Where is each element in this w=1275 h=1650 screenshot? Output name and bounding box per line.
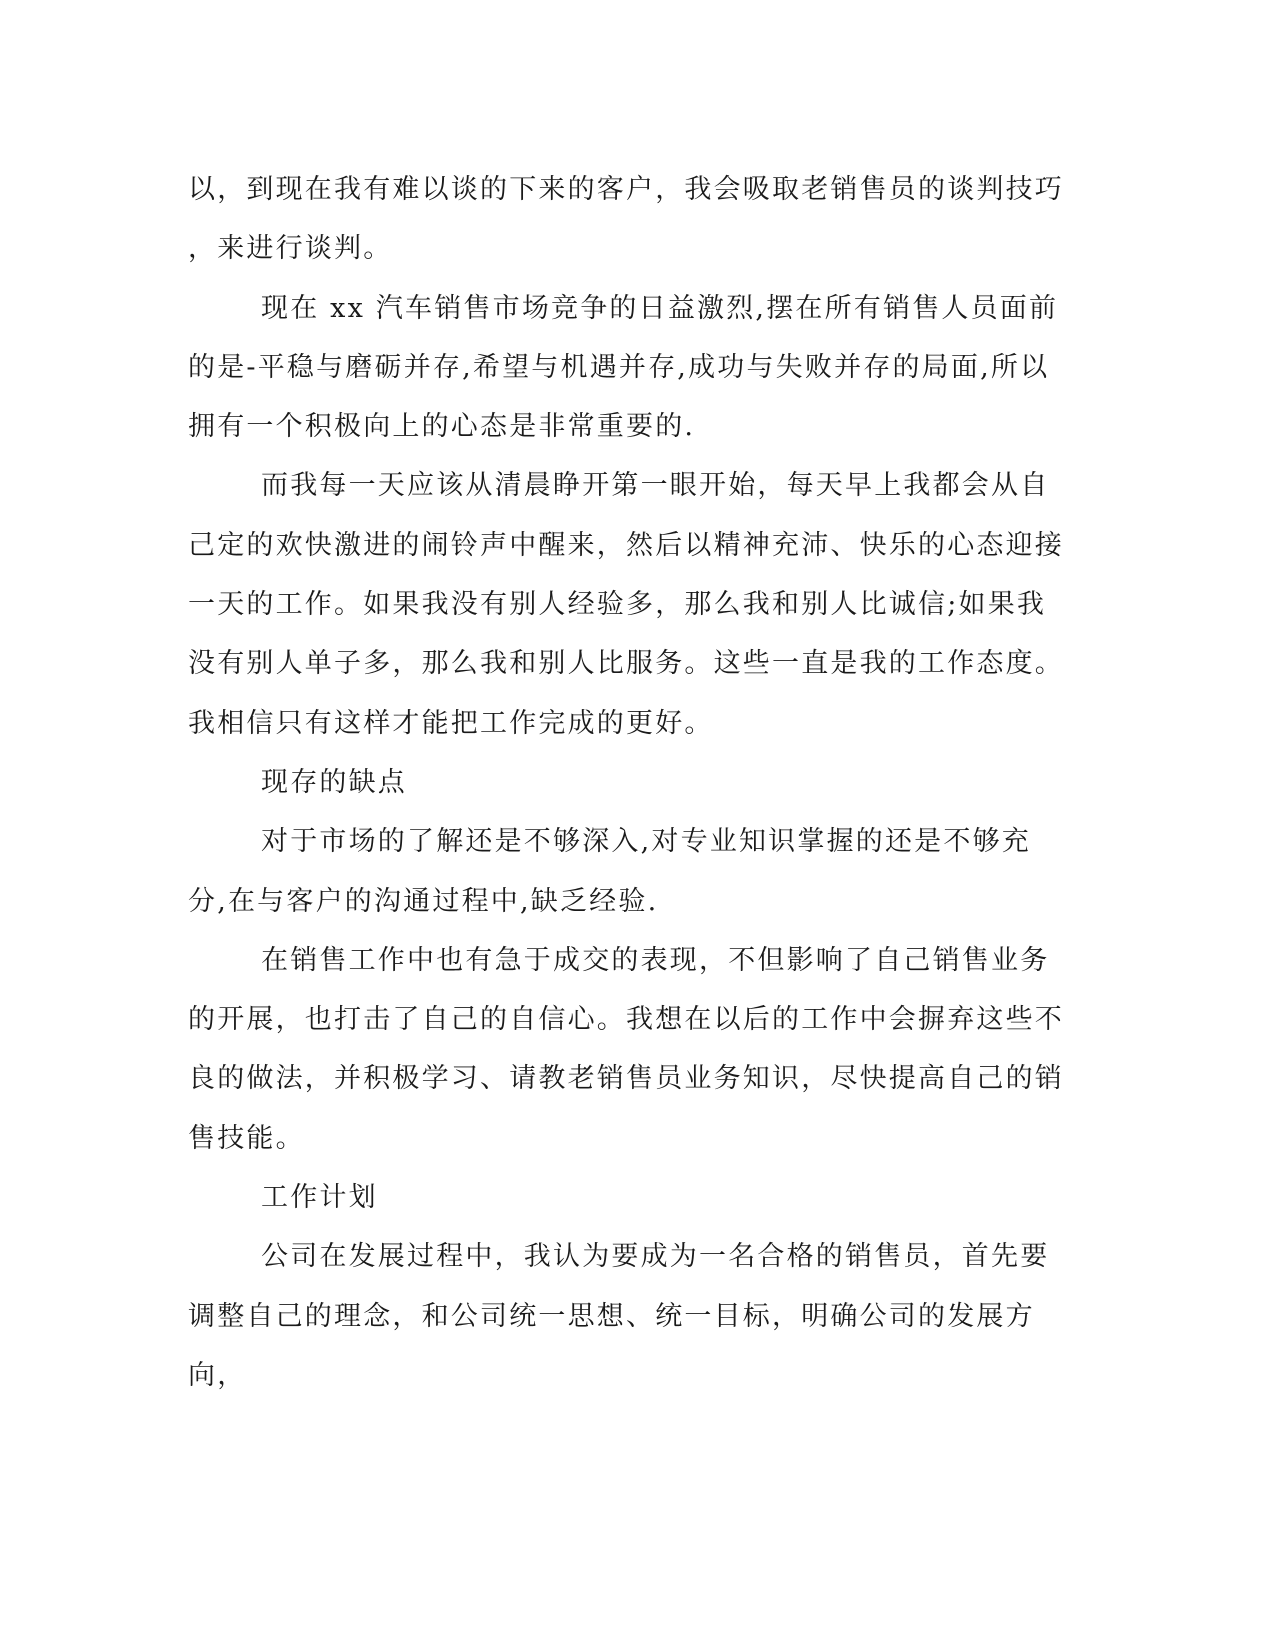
paragraph-continuation-line-2: ，来进行谈判。 — [188, 233, 393, 265]
section-heading-work-plan: 工作计划 — [261, 1182, 378, 1214]
paragraph-market-competition: 现在 xx 汽车销售市场竞争的日益激烈,摆在所有销售人员面前的是-平稳与磨砺并存,希望与机遇并存,成功与失败并存的局面,所以拥有一个积极向上的心态是非常重要的. — [188, 292, 1059, 443]
paragraph-continuation-line-1: 以，到现在我有难以谈的下来的客户，我会吸取老销售员的谈判技巧 — [188, 174, 1064, 205]
paragraph-daily-attitude: 而我每一天应该从清晨睁开第一眼开始，每天早上我都会从自己定的欢快激进的闹铃声中醒来，然后以精神充沛、快乐的心态迎接一天的工作。如果我没有别人经验多，那么我和别人比诚信;如果我没有别人单子多，那么我和别人比服务。这些一直是我的工作态度。我相信只有这样才能把工作完成的更好。 — [188, 470, 1064, 739]
paragraph-company-development: 公司在发展过程中，我认为要成为一名合格的销售员，首先要调整自己的理念，和公司统一思想、统一目标，明确公司的发展方向， — [188, 1241, 1050, 1391]
section-heading-shortcomings: 现存的缺点 — [261, 766, 407, 798]
document-body — [188, 160, 1068, 1405]
paragraph-market-knowledge: 对于市场的了解还是不够深入,对专业知识掌握的还是不够充分,在与客户的沟通过程中,缺乏经验. — [188, 826, 1031, 917]
paragraph-sales-eagerness: 在销售工作中也有急于成交的表现，不但影响了自己销售业务的开展，也打击了自己的自信心。我想在以后的工作中会摒弃这些不良的做法，并积极学习、请教老销售员业务知识，尽快提高自己的销售技能。 — [188, 944, 1064, 1154]
